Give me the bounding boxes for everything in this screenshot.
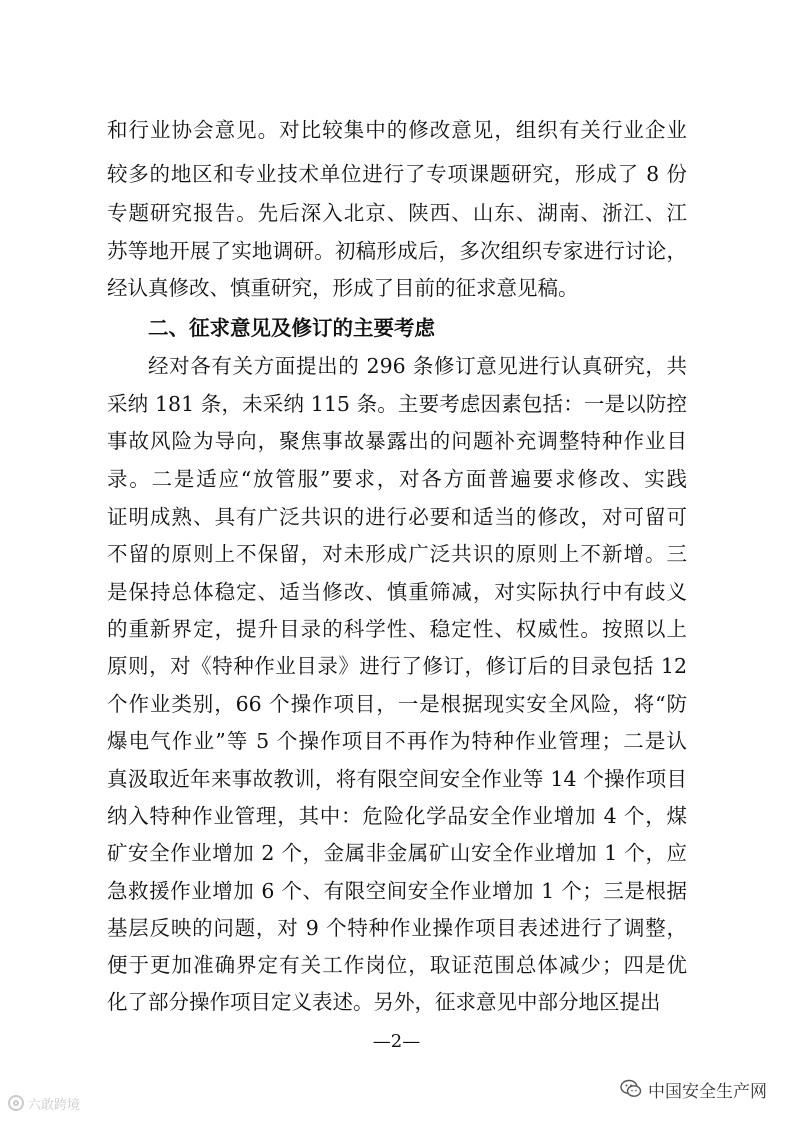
body-text-line: 急救援作业增加 6 个、有限空间安全作业增加 1 个；三是根据 <box>107 879 687 903</box>
body-text-line: 事故风险为导向，聚焦事故暴露出的问题补充调整特种作业目 <box>107 429 687 453</box>
body-text-line: 真汲取近年来事故教训，将有限空间安全作业等 14 个操作项目 <box>107 767 687 791</box>
watermark-right <box>620 1077 767 1101</box>
body-text-line: 采纳 181 条，未采纳 115 条。主要考虑因素包括：一是以防控 <box>107 392 687 416</box>
watermark-right-text: 中国安全生产网 <box>648 1081 767 1102</box>
body-text-line: 不留的原则上不保留，对未形成广泛共识的原则上不新增。三 <box>107 542 687 566</box>
body-text-line: 经认真修改、慎重研究，形成了目前的征求意见稿。 <box>107 276 579 300</box>
wechat-icon <box>620 1079 642 1099</box>
body-text-line: 矿安全作业增加 2 个，金属非金属矿山安全作业增加 1 个，应 <box>107 841 687 865</box>
body-text-line: 和行业协会意见。对比较集中的修改意见，组织有关行业企业 <box>107 118 687 142</box>
body-text-line: 爆电气作业”等 5 个操作项目不再作为特种作业管理；二是认 <box>107 729 687 753</box>
circle-logo-icon <box>8 1095 24 1111</box>
body-text-line: 是保持总体稳定、适当修改、慎重筛减，对实际执行中有歧义 <box>107 580 687 604</box>
page-number: —2— <box>372 1031 421 1052</box>
body-text-line: 便于更加准确界定有关工作岗位，取证范围总体减少；四是优 <box>107 953 687 977</box>
body-text-line: 化了部分操作项目定义表述。另外，征求意见中部分地区提出 <box>107 990 661 1014</box>
body-text-line: 较多的地区和专业技术单位进行了专项课题研究，形成了 8 份 <box>107 162 687 186</box>
body-text-line: 经对各有关方面提出的 296 条修订意见进行认真研究，共 <box>148 354 687 378</box>
watermark-left-text: 六敢跨境 <box>28 1097 81 1113</box>
body-text-line: 证明成熟、具有广泛共识的进行必要和适当的修改，对可留可 <box>107 505 687 529</box>
section-heading: 二、征求意见及修订的主要考虑 <box>148 316 435 340</box>
body-text-line: 的重新界定，提升目录的科学性、稳定性、权威性。按照以上 <box>107 617 687 641</box>
body-text-line: 基层反映的问题，对 9 个特种作业操作项目表述进行了调整， <box>107 916 687 940</box>
body-text-line: 录。二是适应“放管服”要求，对各方面普遍要求修改、实践 <box>107 467 687 491</box>
body-text-line: 苏等地开展了实地调研。初稿形成后，多次组织专家进行讨论， <box>107 239 687 263</box>
watermark-left <box>8 1093 80 1113</box>
body-text-line: 原则，对《特种作业目录》进行了修订，修订后的目录包括 12 <box>107 654 687 678</box>
body-text-line: 个作业类别，66 个操作项目，一是根据现实安全风险，将“防 <box>107 692 687 716</box>
body-text-line: 专题研究报告。先后深入北京、陕西、山东、湖南、浙江、江 <box>107 201 687 225</box>
body-text-line: 纳入特种作业管理，其中：危险化学品安全作业增加 4 个，煤 <box>107 804 687 828</box>
